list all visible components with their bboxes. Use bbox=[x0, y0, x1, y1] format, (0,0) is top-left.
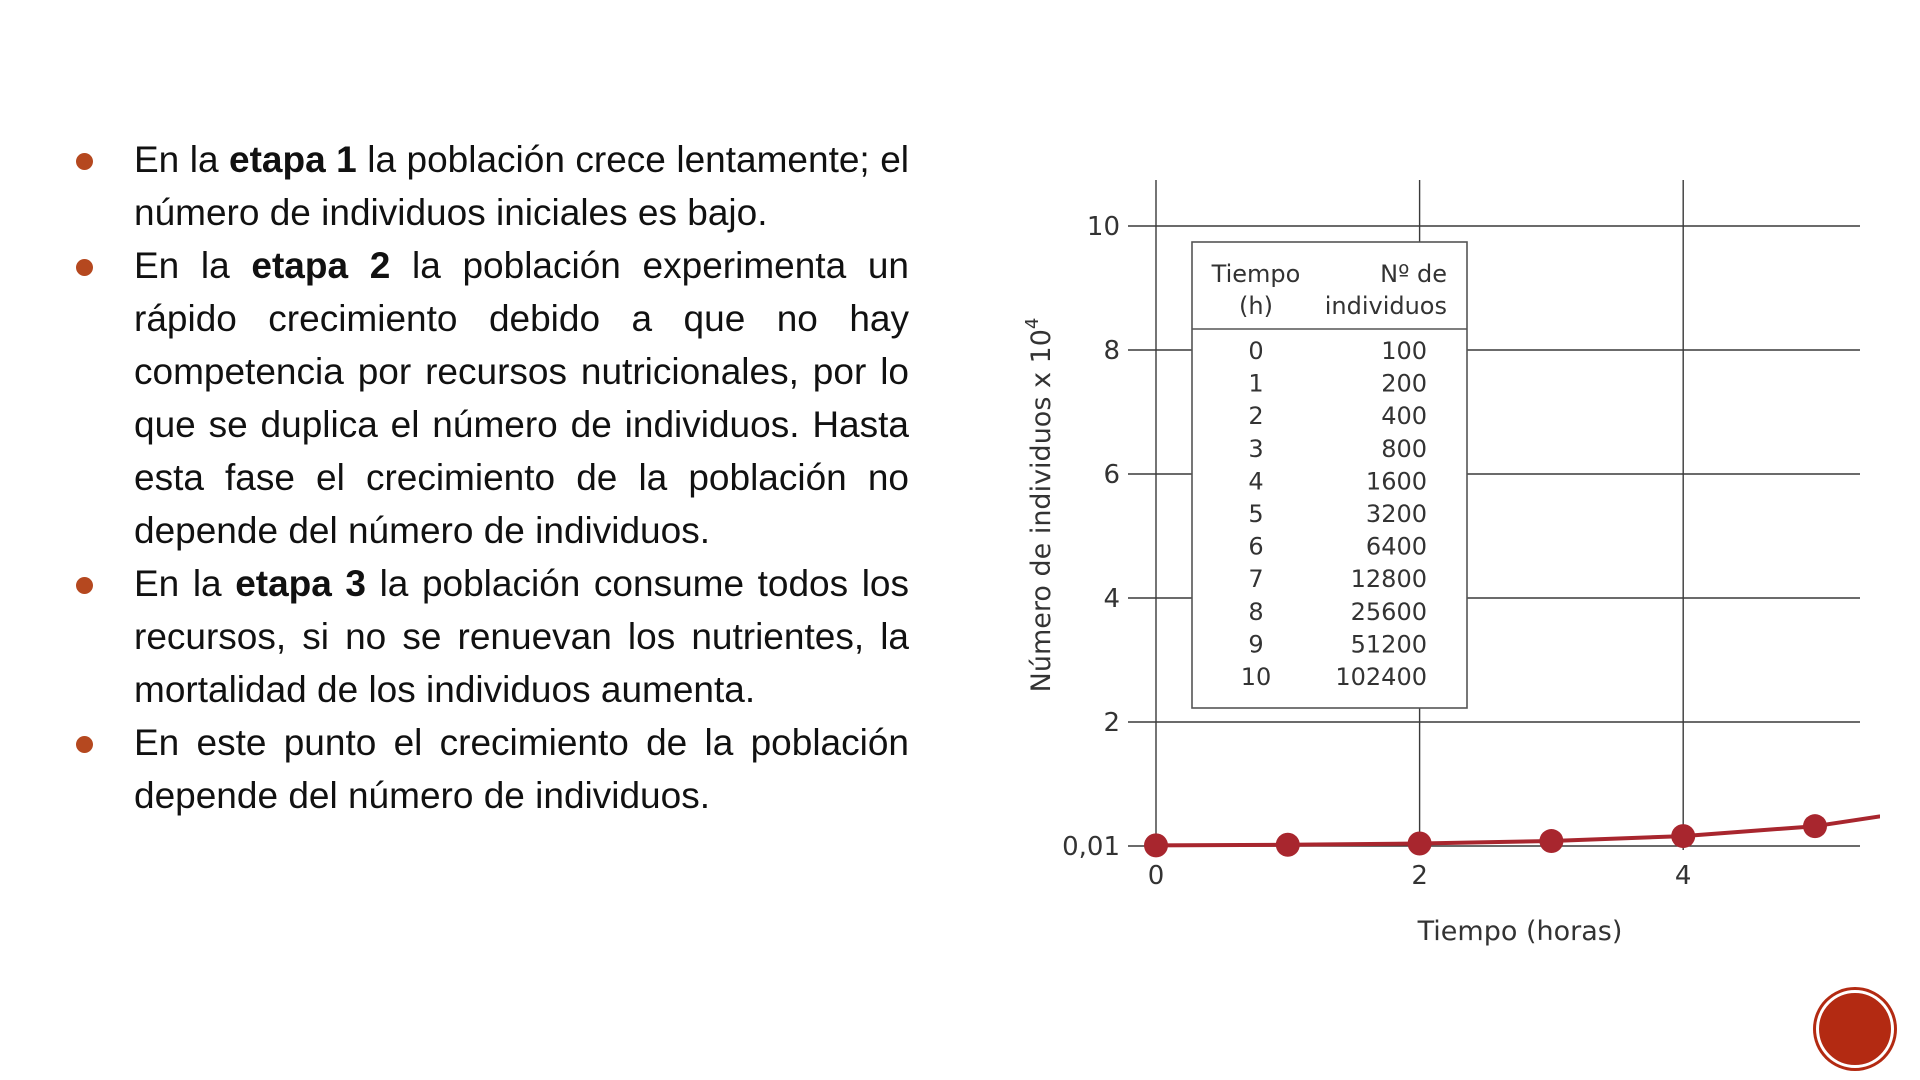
y-tick-label: 0,01 bbox=[1062, 832, 1120, 862]
table-cell: 9 bbox=[1248, 630, 1264, 659]
y-axis-label-exponent: 4 bbox=[1022, 317, 1043, 330]
bullet-dot-icon bbox=[76, 736, 93, 753]
table-cell: 100 bbox=[1381, 337, 1427, 365]
bullet-item bbox=[74, 557, 909, 716]
table-cell: 102400 bbox=[1335, 663, 1427, 691]
y-tick-label: 2 bbox=[1103, 708, 1120, 738]
table-cell: 6 bbox=[1248, 532, 1264, 561]
data-point bbox=[1539, 829, 1563, 853]
bullet-bold-text: etapa 1 bbox=[229, 139, 357, 180]
data-point bbox=[1408, 832, 1432, 856]
bullet-text: la población crece lentamente; el número de individuos iniciales es bajo. bbox=[134, 139, 909, 233]
bullet-text: En la bbox=[134, 139, 230, 180]
y-tick-label: 6 bbox=[1103, 460, 1120, 490]
x-tick-label: 4 bbox=[1674, 861, 1692, 891]
table-cell: 51200 bbox=[1350, 630, 1427, 659]
bullet-dot-icon bbox=[76, 259, 93, 276]
x-axis-label: Tiempo (horas) bbox=[1417, 916, 1623, 947]
y-tick-label: 4 bbox=[1103, 584, 1120, 614]
table-cell: 5 bbox=[1248, 500, 1264, 528]
bullet-item bbox=[74, 716, 909, 822]
table-cell: 6400 bbox=[1365, 532, 1427, 561]
bullet-text: En este punto el crecimiento de la población depende del número de individuos. bbox=[134, 722, 909, 816]
bullet-item bbox=[74, 239, 909, 557]
table-cell: 7 bbox=[1248, 565, 1264, 594]
bullet-bold-text: etapa 3 bbox=[235, 563, 367, 604]
bullet-text: En la bbox=[134, 563, 236, 604]
table-cell: 400 bbox=[1381, 402, 1427, 431]
x-tick-label: 0 bbox=[1147, 861, 1165, 891]
bullet-dot-icon bbox=[76, 153, 93, 170]
bullet-dot-icon bbox=[76, 577, 93, 594]
y-tick-label: 10 bbox=[1086, 212, 1120, 242]
data-point bbox=[1144, 833, 1168, 857]
data-point bbox=[1803, 814, 1827, 838]
table-cell: 3200 bbox=[1365, 500, 1427, 528]
table-cell: 4 bbox=[1248, 467, 1264, 496]
table-cell: 3 bbox=[1248, 434, 1264, 463]
table-cell: 1 bbox=[1248, 369, 1264, 398]
table-cell: 800 bbox=[1381, 434, 1427, 463]
bullet-list bbox=[74, 133, 909, 822]
bullet-item bbox=[74, 133, 909, 239]
table-cell: 8 bbox=[1248, 597, 1264, 626]
table-cell: 0 bbox=[1248, 337, 1264, 365]
bullet-bold-text: etapa 2 bbox=[251, 245, 391, 286]
table-cell: 10 bbox=[1240, 663, 1272, 691]
data-point bbox=[1276, 833, 1300, 857]
slide-badge-icon bbox=[1816, 990, 1894, 1068]
table-cell: 2 bbox=[1248, 402, 1264, 431]
table-cell: 12800 bbox=[1350, 565, 1427, 594]
table-header: Nº de bbox=[1380, 260, 1447, 288]
y-tick-label: 8 bbox=[1103, 336, 1120, 366]
bullet-text: En la bbox=[134, 245, 252, 286]
bullet-text: la población experimenta un rápido crecimiento debido a que no hay competencia por recursos nutricionales, por lo que se duplica el número de individuos. Hasta esta fase el crecimiento de la población no depende del número de individuos. bbox=[134, 245, 909, 551]
bullet-text: la población consume todos los recursos, si no se renuevan los nutrientes, la mortalidad de los individuos aumenta. bbox=[134, 563, 910, 710]
y-axis-label bbox=[1022, 318, 1057, 693]
table-header: (h) bbox=[1239, 292, 1273, 320]
table-cell: 1600 bbox=[1365, 467, 1427, 496]
table-header: individuos bbox=[1324, 292, 1447, 320]
x-tick-label: 2 bbox=[1411, 861, 1428, 891]
population-growth-chart bbox=[1010, 160, 1880, 960]
y-axis-label-main: Número de individuos x 10 bbox=[1026, 329, 1057, 693]
data-point bbox=[1671, 824, 1695, 848]
table-cell: 200 bbox=[1381, 369, 1427, 398]
table-cell: 25600 bbox=[1350, 597, 1427, 626]
table-header: Tiempo bbox=[1211, 260, 1301, 288]
